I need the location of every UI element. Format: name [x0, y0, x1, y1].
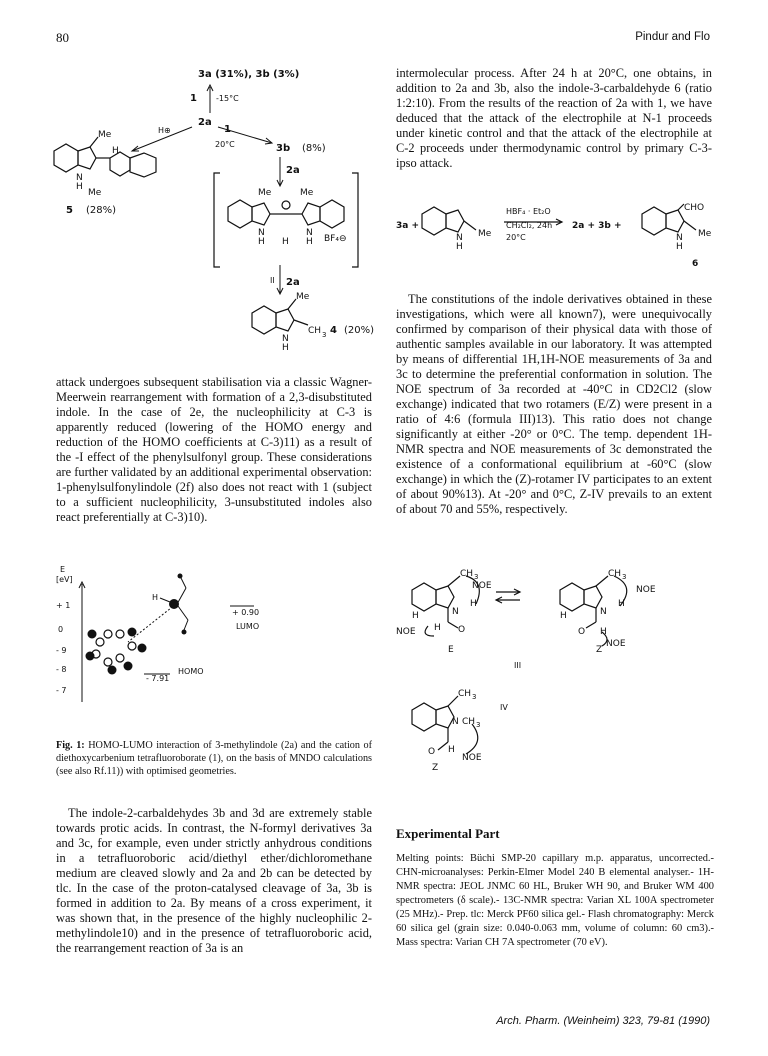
- intermediate-h-mid: H: [282, 237, 289, 247]
- scheme-reagent-2a-b: 2a: [286, 277, 300, 288]
- fig1-homo-label: HOMO: [178, 667, 204, 676]
- compound-4-structure: [252, 299, 308, 334]
- compound-4-ch: CH: [308, 326, 322, 336]
- reaction2-n-6: N: [676, 233, 683, 243]
- reaction2-start: 3a +: [396, 221, 420, 231]
- reaction-scheme: [40, 55, 380, 365]
- scheme-top-products: 3a (31%), 3b (3%): [198, 69, 300, 80]
- fig1-tick-minus8: - 8: [56, 665, 67, 674]
- running-header-authors: Pindur and Flo: [635, 31, 710, 43]
- noe-e-noe-top: NOE: [472, 581, 492, 591]
- compound-4-n: N: [282, 334, 289, 344]
- experimental-heading: Experimental Part: [396, 826, 500, 841]
- right-column-paragraph-1: [396, 66, 712, 171]
- reaction2-reagent-bot: 20°C: [506, 233, 526, 242]
- fig1-h-label: H: [152, 593, 159, 602]
- compound-5-label: 5: [66, 205, 73, 216]
- noe-iv-sub3: 3: [472, 693, 477, 701]
- noe-z-h-ring: H: [560, 611, 567, 621]
- fig1-axis-e: E: [60, 565, 66, 574]
- compound-4-label: 4: [330, 325, 337, 336]
- noe-iv-h: H: [448, 745, 455, 755]
- reaction2-reagent-top: HBF₄ · Et₂O: [506, 207, 551, 216]
- experimental-text: Melting points: Büchi SMP-20 capillary m.p. apparatus, uncorrected.- CHN-microanalyses: Perkin-Elmer Model 240 B elemental analyser.- 1H-NMR spectra: JEOL JNMC 60 HL, Bruker WH 90, and Bruker WM 400 spectrometers (δ scale).- 13C-NMR spectra: Varian XL 100A spectrometer (25 MHz).- Prep. tlc: Merck PF60 silica gel.- Flash chromatography: Merck 60 silica gel (grain size: 0.040-0.063 mm, volume of column: 60 cm3).- Mass spectra: Varian CH 7A spectrometer (70 eV).: [396, 853, 714, 948]
- noe-z-n: N: [600, 607, 607, 617]
- reaction2-me-6: Me: [698, 229, 712, 239]
- reaction2-h-6: H: [676, 242, 683, 252]
- scheme-cond2: 20°C: [215, 140, 235, 149]
- noe-z-noe-bottom: NOE: [606, 639, 626, 649]
- scheme-reactant: 2a: [198, 117, 212, 128]
- noe-e-sub3: 3: [474, 573, 479, 581]
- fig1-tick-0: 0: [58, 625, 64, 634]
- noe-e-ch: CH: [460, 569, 474, 579]
- noe-z-sub3: 3: [622, 573, 627, 581]
- compound-5-h2: H: [112, 146, 119, 156]
- page-number: 80: [56, 30, 69, 45]
- noe-iv-n: N: [452, 717, 459, 727]
- noe-label-Z: Z: [596, 645, 603, 655]
- compound-5-me: Me: [98, 130, 112, 140]
- scheme-step2: 1: [224, 124, 231, 135]
- fig1-lumo-label: LUMO: [236, 622, 260, 631]
- reaction2-reagent-mid: CH₂Cl₂, 24h: [506, 221, 553, 230]
- noe-e-h-ring: H: [412, 611, 419, 621]
- reaction2-h: H: [456, 242, 463, 252]
- scheme-reagent-2a: 2a: [286, 165, 300, 176]
- reaction-2-scheme: [396, 190, 716, 270]
- noe-iv-ch-2: CH: [462, 717, 476, 727]
- scheme-3b: 3b: [276, 143, 291, 154]
- fig1-tick-minus7: - 7: [56, 686, 67, 695]
- noe-iv-o: O: [428, 747, 436, 757]
- intermediate-me-left: Me: [258, 188, 272, 198]
- reaction2-cho: CHO: [684, 203, 705, 213]
- left-column-paragraph-1: [56, 375, 372, 525]
- right-column-paragraph-2: [396, 292, 712, 517]
- intermediate-h-left: H: [258, 237, 265, 247]
- noe-e-h-top: H: [470, 599, 477, 609]
- reaction2-me: Me: [478, 229, 492, 239]
- figure-1-caption: [56, 739, 372, 778]
- reaction2-n: N: [456, 233, 463, 243]
- noe-z-ch: CH: [608, 569, 622, 579]
- noe-e-n: N: [452, 607, 459, 617]
- left-para-1-text: attack undergoes subsequent stabilisation via a classic Wagner-Meerwein rearrangement with formation of a 2,3-disubstituted indole. In the case of 2e, the nucleophilicity at C-3 is apparently reduced (lowering of the HOMO energy and reduction of the HOMO coefficients at C-3)11) as a result of the -I effect of the phenylsulfonyl group. These considerations are further validated by an additional experimental observation: 1-phenylsulfonylindole (2f) also does not react with 1 (subject to a sufficient nucleophilicity, 3-unsubstituted indoles also react preferentially at C-3)10).: [56, 375, 372, 524]
- figure-1-homo-lumo: [56, 562, 376, 710]
- scheme-3b-yield: (8%): [302, 143, 326, 154]
- noe-label-E: E: [448, 645, 454, 655]
- compound-4-sub3: 3: [322, 331, 327, 339]
- journal-footer: Arch. Pharm. (Weinheim) 323, 79-81 (1990): [496, 1015, 710, 1027]
- compound-5-nh: N: [76, 173, 83, 183]
- noe-z-h-top: H: [618, 599, 625, 609]
- intermediate-me-right: Me: [300, 188, 314, 198]
- noe-iv-ch: CH: [458, 689, 472, 699]
- right-para-1-text: intermolecular process. After 24 h at 20°C, one obtains, in addition to 2a and 3b, also the indole-3-carbaldehyde 6 (ratio 1:2:10). From the results of the reaction of 2a with 1, we have deduced that the attack of the electrophile at N-1 proceeds under kinetic control and that the attack of the electrophile at C-2 proceeds under thermodynamic control by primary C-3-ipso attack.: [396, 66, 712, 170]
- scheme-step1: 1: [190, 93, 197, 104]
- scheme-roman-II: II: [270, 276, 275, 285]
- fig1-homo-value: - 7.91: [146, 674, 170, 683]
- noe-e-noe-bottom: NOE: [396, 627, 416, 637]
- fig1-tick-minus9: - 9: [56, 646, 67, 655]
- noe-z-noe-top: NOE: [636, 585, 656, 595]
- compound-4-me: Me: [296, 292, 310, 302]
- scheme-hplus: H⊕: [158, 126, 171, 135]
- noe-iv-sub3-2: 3: [476, 721, 481, 729]
- fig1-axis-unit: [eV]: [56, 575, 73, 584]
- noe-e-h-bottom: H: [434, 623, 441, 633]
- noe-iv-label-Z: Z: [432, 763, 439, 773]
- noe-z-o: O: [578, 627, 586, 637]
- scheme-cond1: -15°C: [216, 94, 239, 103]
- compound-5-h: H: [76, 182, 83, 192]
- left-para-2-text: The indole-2-carbaldehydes 3b and 3d are extremely stable towards protic acids. In contrast, the N-formyl derivatives 3a and 3c, for example, even under strictly anhydrous conditions in a tetrafluoroboric acid/diethyl ether/dichloromethane medium are cleaved slowly and 2a and 2b can be detected by tlc. In the case of the proton-catalysed cleavage of 3a, 3b is formed in addition to 2a. By means of a cross experiment, it was shown that, in the presence of the highly nucleophilic 2-methylindole10) and in the presence of tetrafluoroboric acid, the rearrangement reaction of 3a is an: [56, 806, 372, 955]
- caption-text: HOMO-LUMO interaction of 3-methylindole (2a) and the cation of diethoxycarbenium tetrafluoroborate (1), on the basis of MNDO calculations (see also Rf.11)) with optimised geometries.: [56, 740, 372, 777]
- noe-iv-noe: NOE: [462, 753, 482, 763]
- left-column-paragraph-2: [56, 806, 372, 956]
- compound-6-label: 6: [692, 259, 699, 269]
- intermediate-n-left: N: [258, 228, 265, 238]
- intermediate-h-right: H: [306, 237, 313, 247]
- intermediate-II-structure: [214, 173, 358, 267]
- compound-5-structure: [54, 137, 156, 177]
- compound-5-yield: (28%): [86, 205, 117, 216]
- compound-4-h: H: [282, 343, 289, 353]
- right-para-2-text: The constitutions of the indole derivatives obtained in these investigations, which were all known7), were unequivocally confirmed by comparison of their physical data with those of authentic samples available in our laboratory. It was attempted by means of differential 1H,1H-NOE measurements of 3a and 3c to determine the preferential conformation in solution. The NOE spectrum of 3a recorded at -40°C in CD2Cl2 (slow exchange) indicated that two rotamers (E/Z) were present in a ratio of 4:6 (formula III)13). This ratio does not change significantly at either -20° or 0°C. The temp. dependent 1H-NMR spectra and NOE measurements of 3c demonstrated the existence of a conformational equilibrium at -60°C (slow exchange) in which the (Z)-rotamer IV participates to an extent of about 90%13). At -20° and 0°C, Z-IV prevails to an extent of about 70 and 55%, respectively.: [396, 292, 712, 516]
- compound-4-yield: (20%): [344, 325, 375, 336]
- roman-III: III: [514, 661, 522, 670]
- intermediate-n-right: N: [306, 228, 313, 238]
- noe-rotamer-scheme: [396, 564, 716, 794]
- roman-IV: IV: [500, 703, 508, 712]
- caption-label: Fig. 1:: [56, 740, 85, 751]
- reaction2-products: 2a + 3b +: [572, 221, 622, 231]
- intermediate-bf4: BF₄⊖: [324, 234, 347, 244]
- fig1-tick-plus1: + 1: [56, 601, 71, 610]
- fig1-lumo-value: + 0.90: [232, 608, 260, 617]
- noe-z-h-bottom: H: [600, 627, 607, 637]
- compound-5-me2: Me: [88, 188, 102, 198]
- noe-e-o: O: [458, 625, 466, 635]
